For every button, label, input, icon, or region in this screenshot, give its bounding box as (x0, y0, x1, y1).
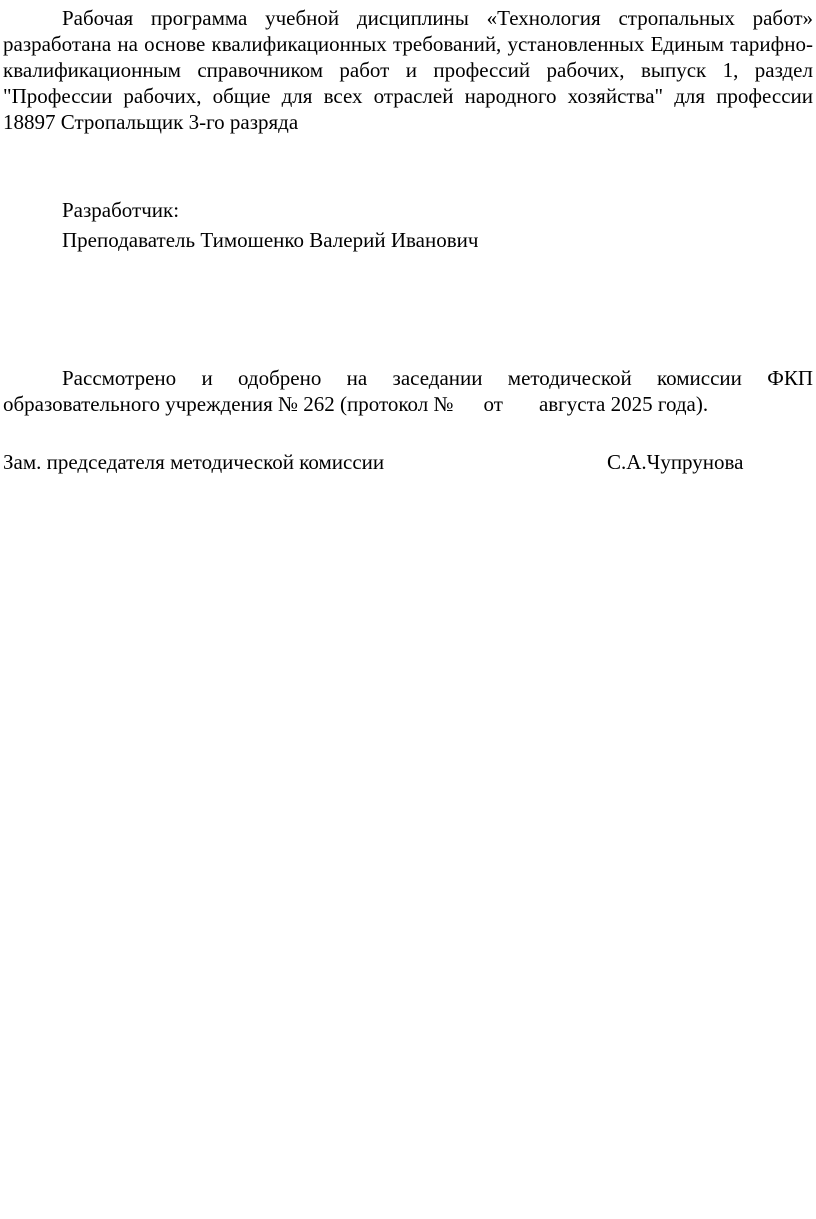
approval-date-prefix: от (483, 392, 503, 416)
signature-title: Зам. председателя методической комиссии (3, 450, 385, 474)
approval-paragraph (3, 365, 813, 417)
approval-text: Рассмотрено и одобрено на заседании методической комиссии ФКП образовательного учреждения № 262 (протокол № (3, 366, 813, 416)
approval-date-text: августа 2025 года). (538, 392, 709, 416)
intro-paragraph: Рабочая программа учебной дисциплины «Технология стропальных работ» разработана на основе квалификационных требований, установленных Единым тарифно-квалификационным справочником работ и профессий рабочих, выпуск 1, раздел "Профессии рабочих, общие для всех отраслей народного хозяйства" для профессии 18897 Стропальщик 3-го разряда (3, 6, 813, 134)
developer-label: Разработчик: (62, 198, 180, 222)
signature-name: С.А.Чупрунова (607, 450, 744, 474)
developer-name: Преподаватель Тимошенко Валерий Иванович (62, 228, 479, 252)
